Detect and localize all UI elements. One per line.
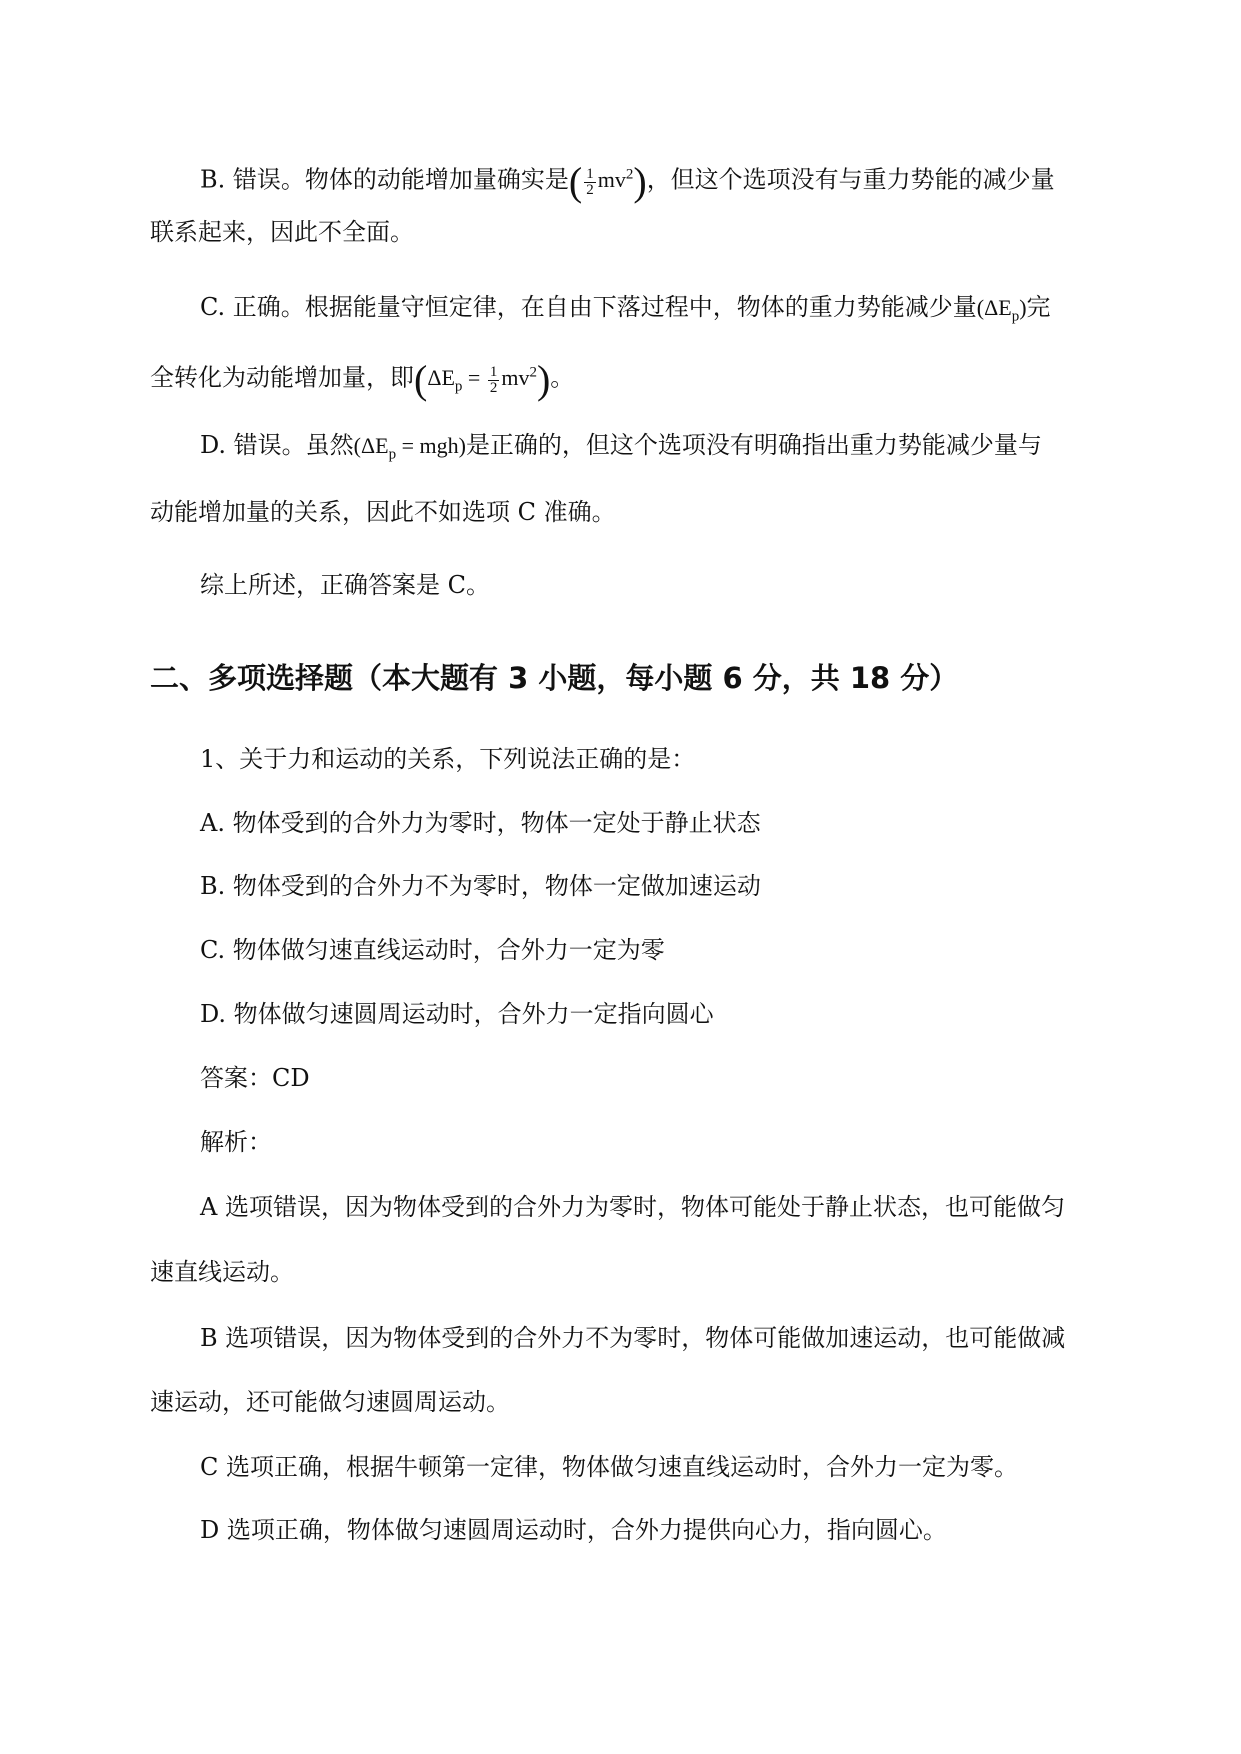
formula-delta-ep: $(\Delta E_p)$ [976,295,1027,325]
option-c: C. 物体做匀速直线运动时，合外力一定为零 [200,936,665,964]
summary-line: 综上所述，正确答案是 C。 [200,571,490,599]
para-b-text: B. 错误。物体的动能增加量确实是 [200,165,569,194]
analysis-label: 解析： [200,1128,272,1156]
para-c-line-1: C. 正确。根据能量守恒定律，在自由下落过程中，物体的重力势能减少量$(\Delta E_p)$完 [200,293,1051,325]
analysis-b-line-1: B 选项错误，因为物体受到的合外力不为零时，物体可能做加速运动，也可能做减 [200,1324,1066,1352]
para-c-line-2: 全转化为动能增加量，即($\Delta E_p$ = $\frac{1}{2}$ $mv^2$)。 [150,357,575,403]
option-a: A. 物体受到的合外力为零时，物体一定处于静止状态 [200,809,761,837]
analysis-a-line-1: A 选项错误，因为物体受到的合外力为零时，物体可能处于静止状态，也可能做匀 [200,1193,1065,1221]
analysis-b-line-2: 速运动，还可能做匀速圆周运动。 [150,1388,510,1416]
formula-ep-mgh: $(\Delta E_p = mgh)$ [353,433,466,463]
question-stem: 1、关于力和运动的关系，下列说法正确的是： [200,745,696,773]
para-b-line-2: 联系起来，因此不全面。 [150,218,414,246]
formula-half-mv2: ( $\frac{1}{2}$ $mv^2$) [568,159,647,205]
analysis-c-line-1: C 选项正确，根据牛顿第一定律，物体做匀速直线运动时，合外力一定为零。 [200,1453,1018,1481]
analysis-d-line-1: D 选项正确，物体做匀速圆周运动时，合外力提供向心力，指向圆心。 [200,1516,947,1544]
section-heading: 二、多项选择题（本大题有 3 小题，每小题 6 分，共 18 分） [150,661,959,695]
option-d: D. 物体做匀速圆周运动时，合外力一定指向圆心 [200,1000,714,1028]
analysis-a-line-2: 速直线运动。 [150,1258,294,1286]
option-b: B. 物体受到的合外力不为零时，物体一定做加速运动 [200,872,761,900]
formula-delta-ep-equals: ($\Delta E_p$ = $\frac{1}{2}$ $mv^2$) [414,357,551,403]
para-b-line-1: B. 错误。物体的动能增加量确实是( $\frac{1}{2}$ $mv^2$)，但这个选项没有与重力势能的减少量 [200,159,1055,205]
answer-line: 答案：CD [200,1064,310,1092]
para-d-line-1: D. 错误。虽然$(\Delta E_p = mgh)$是正确的，但这个选项没有明确指出重力势能减少量与 [200,431,1042,463]
para-d-line-2: 动能增加量的关系，因此不如选项 C 准确。 [150,498,616,526]
